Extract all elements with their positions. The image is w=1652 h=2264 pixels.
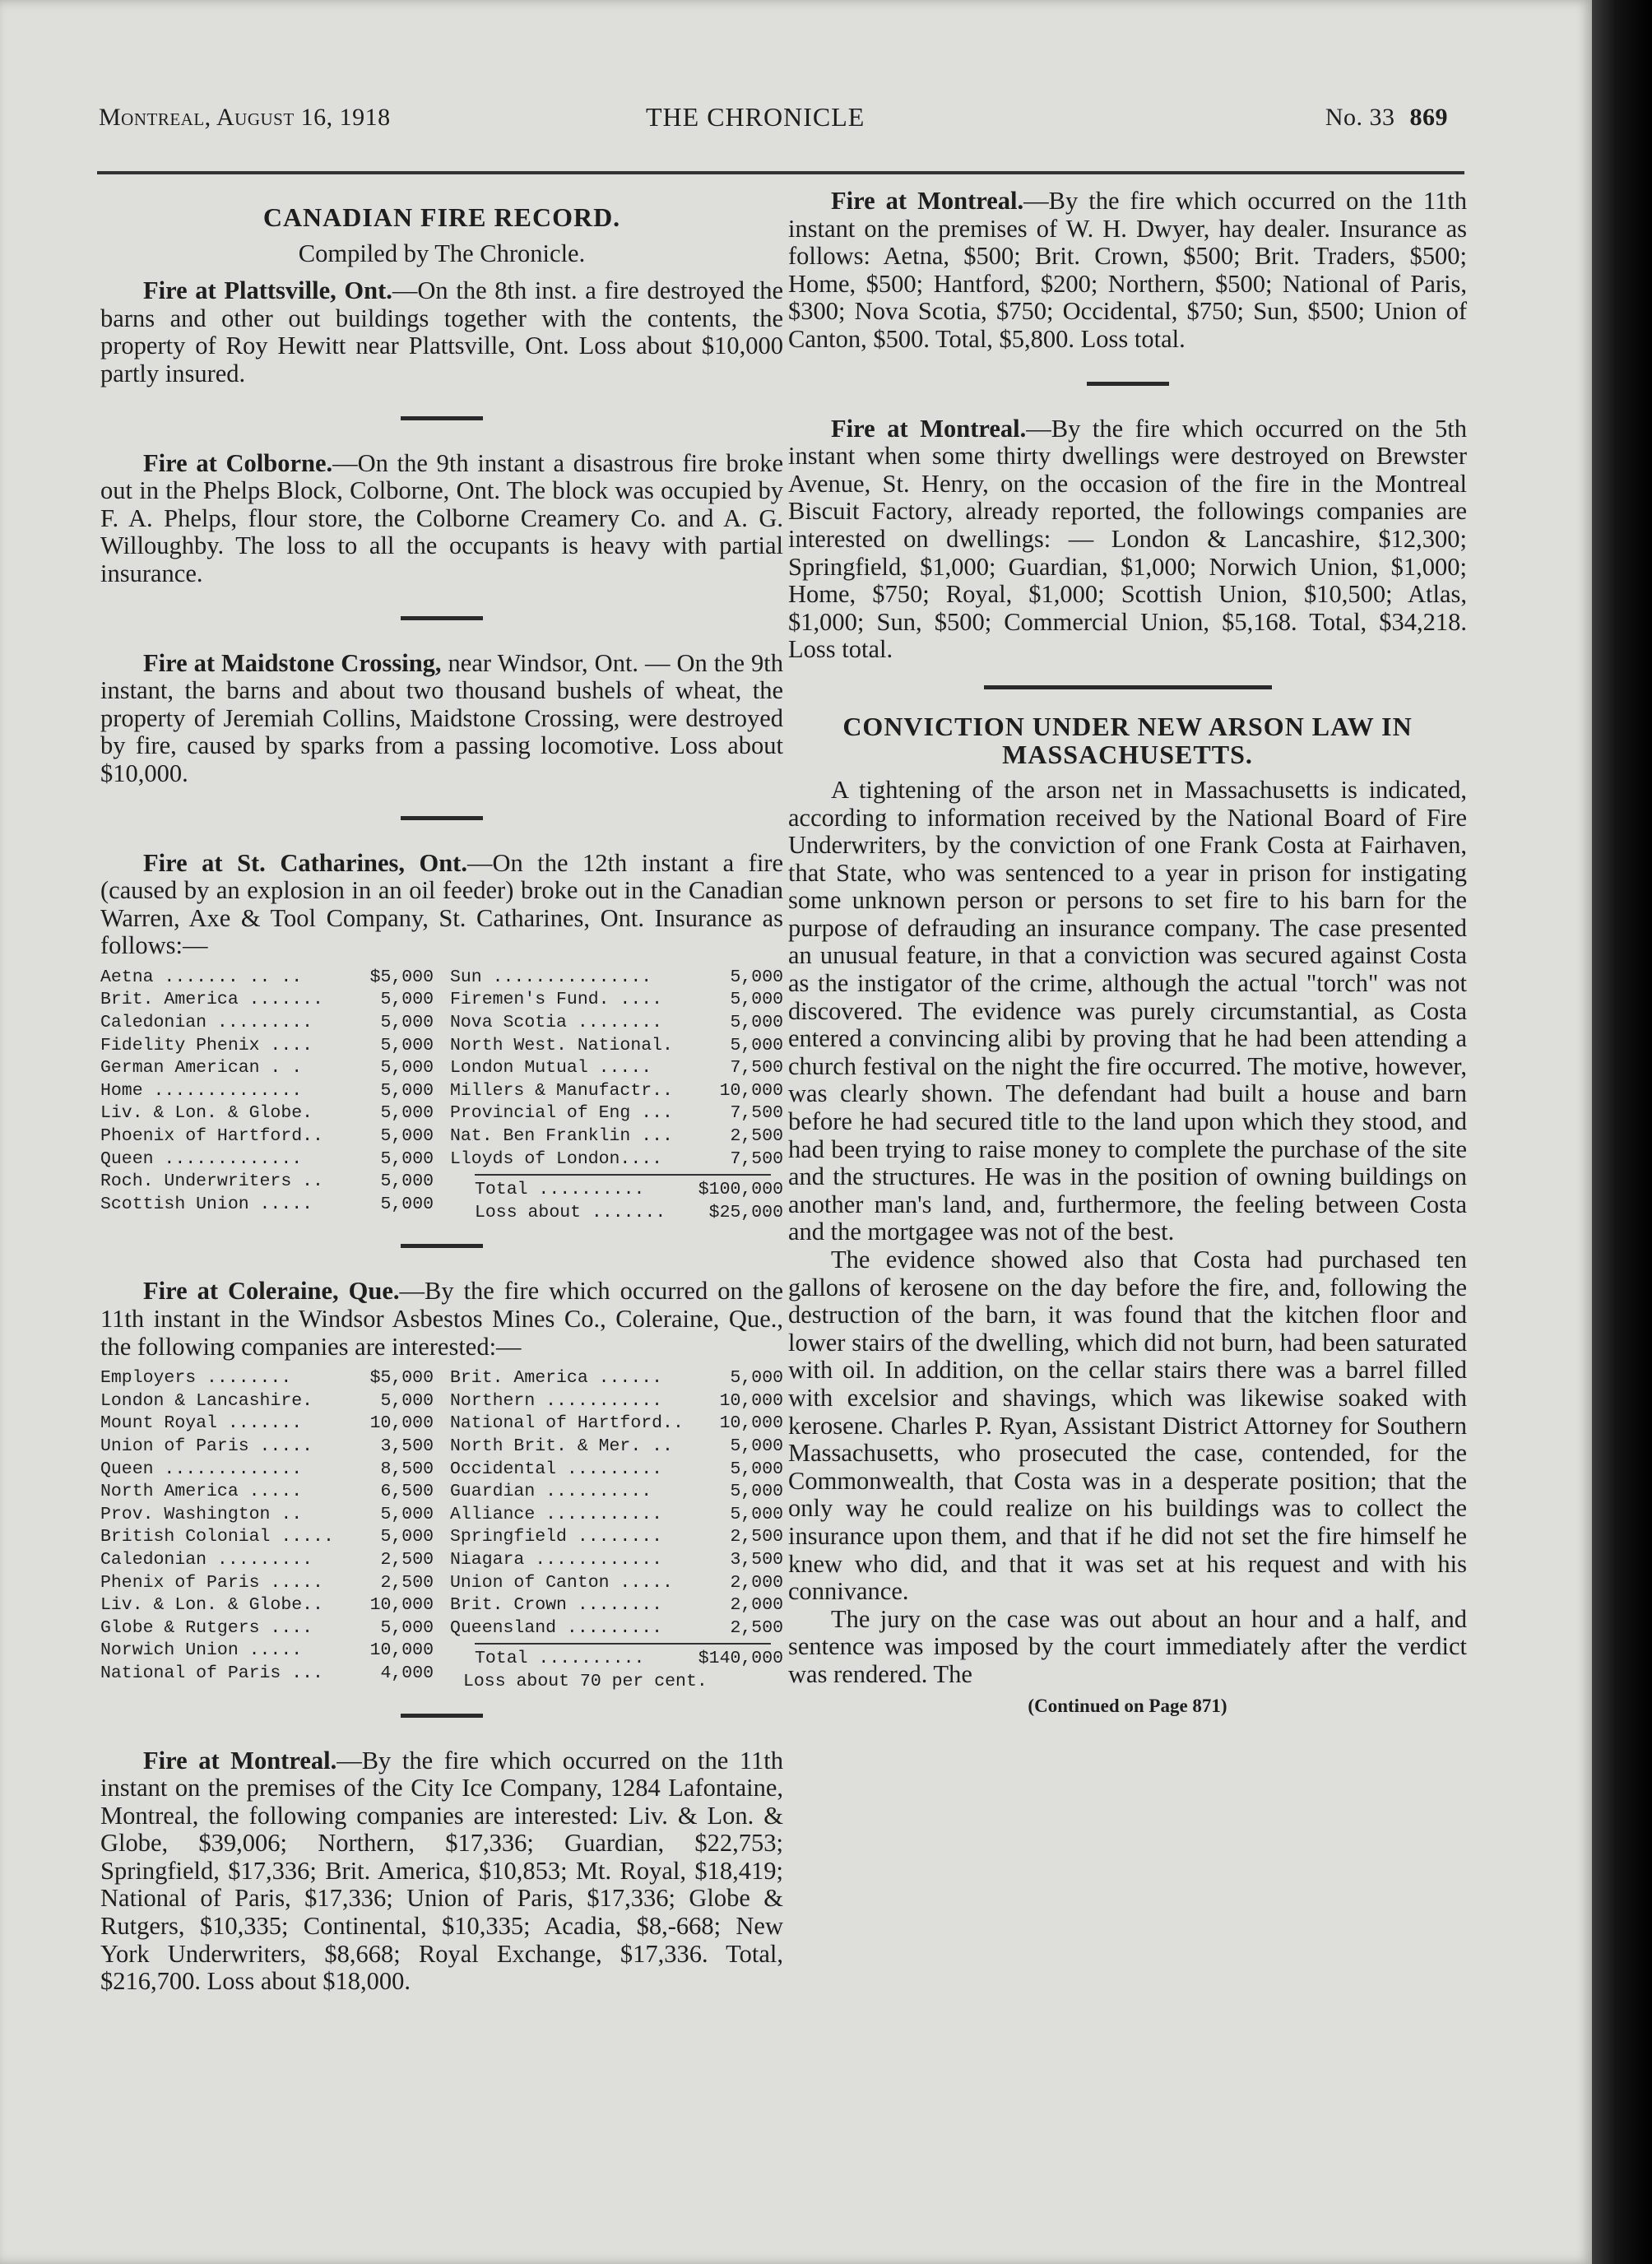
company-name: Nova Scotia ........ bbox=[450, 1013, 663, 1033]
article-colborne bbox=[100, 450, 783, 588]
article-body: near Windsor, Ont. — On the 9th instant, the barns and about two thousand bushels of wheat, the property of Jeremiah Collins, Maidstone Crossing, were destroyed by fire, caused by sparks from a passing locomotive. Loss about $10,000. bbox=[100, 648, 783, 787]
table-total-row bbox=[450, 1648, 783, 1671]
amount: 5,000 bbox=[380, 1194, 434, 1214]
company-name: Liv. & Lon. & Globe.. bbox=[100, 1595, 323, 1616]
table-row bbox=[100, 1125, 434, 1148]
table-row bbox=[450, 1436, 783, 1459]
amount: 7,500 bbox=[730, 1148, 783, 1169]
company-name: Employers ........ bbox=[100, 1368, 292, 1389]
separator-rule-long bbox=[984, 685, 1272, 689]
table-loss-row bbox=[450, 1202, 783, 1225]
amount: 5,000 bbox=[380, 1171, 434, 1192]
company-name: Queensland ......... bbox=[450, 1617, 663, 1638]
table-row bbox=[450, 989, 783, 1012]
company-name: Springfield ........ bbox=[450, 1527, 663, 1547]
total-rule bbox=[475, 1643, 771, 1645]
header-rule bbox=[97, 171, 1464, 174]
amount: 5,000 bbox=[730, 967, 783, 987]
table-row bbox=[100, 1549, 434, 1572]
table-row bbox=[450, 1390, 783, 1413]
arson-paragraph-3: The jury on the case was out about an hour and a half, and sentence was imposed by the court immediately after the verdict was rendered. The bbox=[788, 1604, 1467, 1688]
amount: 5,000 bbox=[380, 1058, 434, 1079]
amount: 2,500 bbox=[380, 1572, 434, 1593]
company-name: National of Hartford.. bbox=[450, 1413, 684, 1434]
company-name: Guardian .......... bbox=[450, 1482, 652, 1502]
table-row bbox=[100, 1617, 434, 1640]
table-row bbox=[100, 1481, 434, 1504]
table-row bbox=[100, 1148, 434, 1171]
article-body: —By the fire which occurred on the 11th instant on the premises of W. H. Dwyer, hay dealer. Insurance as follows: Aetna, $500; Brit. Crown, $500; Brit. Traders, $500; Home, $500; Hantford, $200; Northern, $500; National of Paris, $300; Nova Scotia, $750; Occidental, $750; Sun, $500; Union of Canton, $500. Total, $5,800. Loss total. bbox=[788, 187, 1467, 353]
table-column-left bbox=[100, 967, 434, 1225]
table-total-row bbox=[450, 1179, 783, 1202]
article-heading: Fire at Montreal. bbox=[831, 414, 1027, 443]
company-name: Sun ............... bbox=[450, 967, 652, 987]
company-name: Aetna ....... .. .. bbox=[100, 967, 303, 987]
article-heading: Fire at Montreal. bbox=[143, 1746, 337, 1775]
company-name: Brit. America ....... bbox=[100, 990, 323, 1010]
amount: 7,500 bbox=[730, 1103, 783, 1124]
article-body: —By the fire which occurred on the 11th instant on the premises of the City Ice Company, 1284 Lafontaine, Montreal, the following companies are interested: Liv. & Lon. & Globe, $39,006; Northern, $17,336; Guardian, $22,753; Springfield, $17,336; Brit. America, $10,853; Mt. Royal, $18,419; National of Paris, $17,336; Union of Paris, $17,336; Globe & Rutgers, $10,335; Continental, $10,335; Acadia, $8,-668; New York Underwriters, $8,668; Royal Exchange, $17,336. Total, $216,700. Loss about $18,000. bbox=[100, 1746, 783, 1996]
article-heading: Fire at Maidstone Crossing, bbox=[143, 648, 442, 677]
article-st-catharines bbox=[100, 850, 783, 960]
article-heading: Fire at Coleraine, Que. bbox=[143, 1277, 400, 1306]
table-row bbox=[100, 1367, 434, 1390]
amount: 5,000 bbox=[380, 1148, 434, 1169]
table-row bbox=[450, 1012, 783, 1035]
amount: 7,500 bbox=[730, 1058, 783, 1079]
amount: 2,500 bbox=[730, 1527, 783, 1547]
separator-rule bbox=[401, 416, 483, 420]
amount: 10,000 bbox=[369, 1413, 434, 1434]
loss-label: Loss about ....... bbox=[475, 1202, 666, 1222]
table-row bbox=[450, 1367, 783, 1390]
table-row bbox=[100, 1012, 434, 1035]
table-row bbox=[450, 1035, 783, 1058]
company-name: North West. National. bbox=[450, 1035, 673, 1055]
company-name: Alliance ........... bbox=[450, 1504, 663, 1524]
table-row bbox=[100, 1102, 434, 1125]
total-rule bbox=[475, 1174, 771, 1176]
article-body: —On the 12th instant a fire (caused by an explosion in an oil feeder) broke out in the Canadian Warren, Axe & Tool Company, St. Catharines, Ont. Insurance as follows:— bbox=[100, 848, 783, 960]
amount: 10,000 bbox=[369, 1595, 434, 1616]
table-row bbox=[100, 1640, 434, 1663]
table-row bbox=[100, 1194, 434, 1217]
company-name: Prov. Washington .. bbox=[100, 1504, 303, 1524]
amount: 5,000 bbox=[380, 1617, 434, 1638]
table-column-right bbox=[450, 967, 783, 1225]
loss-note: Loss about 70 per cent. bbox=[463, 1671, 708, 1691]
page-number: 869 bbox=[1409, 104, 1448, 131]
article-heading: Fire at Montreal. bbox=[831, 187, 1024, 215]
company-name: British Colonial ..... bbox=[100, 1527, 334, 1547]
separator-rule bbox=[401, 816, 483, 820]
table-row bbox=[100, 1663, 434, 1686]
amount: 5,000 bbox=[380, 1126, 434, 1147]
article-montreal-dwyer bbox=[788, 188, 1467, 354]
company-name: Lloyds of London.... bbox=[450, 1148, 663, 1169]
amount: 5,000 bbox=[730, 1013, 783, 1033]
amount: 5,000 bbox=[380, 1504, 434, 1524]
company-name: London Mutual ..... bbox=[450, 1058, 652, 1079]
article-heading: Fire at Colborne. bbox=[143, 448, 333, 477]
amount: 10,000 bbox=[719, 1080, 783, 1101]
left-column bbox=[100, 188, 783, 1996]
article-heading: Fire at Plattsville, Ont. bbox=[143, 276, 392, 305]
article-body: —By the fire which occurred on the 5th instant when some thirty dwellings were destroyed on Brewster Avenue, St. Henry, on the occasion of the fire in the Montreal Biscuit Factory, already reported, the followings companies are interested on dwellings: — London & Lancashire, $12,300; Springfield, $1,000; Guardian, $1,000; Norwich Union, $1,000; Home, $750; Royal, $1,000; Scottish Union, $10,500; Atlas, $1,000; Sun, $500; Commercial Union, $5,168. Total, $34,218. Loss total. bbox=[788, 414, 1467, 664]
table-row bbox=[100, 1436, 434, 1459]
amount: 5,000 bbox=[380, 1080, 434, 1101]
table-row bbox=[450, 1413, 783, 1436]
amount: 2,500 bbox=[730, 1126, 783, 1147]
amount: 2,500 bbox=[730, 1617, 783, 1638]
amount: 5,000 bbox=[380, 1527, 434, 1547]
company-name: Brit. America ...... bbox=[450, 1368, 663, 1389]
company-name: Caledonian ......... bbox=[100, 1549, 313, 1570]
insurance-table-coleraine bbox=[100, 1367, 783, 1693]
article-body: —On the 8th inst. a fire destroyed the barns and other out buildings together with the contents, the property of Roy Hewitt near Plattsville, Ont. Loss about $10,000 partly insured. bbox=[100, 276, 783, 387]
company-name: Northern ........... bbox=[450, 1390, 663, 1411]
arson-paragraph-1: A tightening of the arson net in Massachusetts is indicated, according to information received by the National Board of Fire Underwriters, by the conviction of one Frank Costa at Fairhaven, that State, who was sentenced to a year in prison for instigating some unknown person or persons to set fire to his barn for the purpose of defrauding an insurance company. The case presented an unusual feature, in that a conviction was secured against Costa as the instigator of the crime, although the actual "torch" was not discovered. The evidence was purely circumstantial, as Costa entered a convincing alibi by proving that he had been attending a church festival on the night the fire occurred. The motive, however, was clearly shown. The defendant had built a house and barn before he had secured title to the land upon which they stood, and had been trying to raise money to complete the purchase of the site and the structures. He was in the position of owning buildings on another man's land, and, furthermore, the feeling between Costa and the mortgagee was not of the best. bbox=[788, 775, 1467, 1246]
insurance-table-st-catharines bbox=[100, 967, 783, 1225]
separator-rule bbox=[401, 1714, 483, 1718]
amount: 2,000 bbox=[730, 1595, 783, 1616]
loss-amount: $25,000 bbox=[708, 1202, 783, 1222]
table-row bbox=[450, 1549, 783, 1572]
company-name: Home .............. bbox=[100, 1080, 303, 1101]
article-heading: Fire at St. Catharines, Ont. bbox=[143, 848, 467, 877]
table-row bbox=[100, 1526, 434, 1549]
table-row bbox=[100, 1171, 434, 1194]
company-name: North America ..... bbox=[100, 1482, 303, 1502]
amount: $5,000 bbox=[369, 1368, 434, 1389]
company-name: Fidelity Phenix .... bbox=[100, 1035, 313, 1055]
company-name: Union of Canton ..... bbox=[450, 1572, 673, 1593]
table-column-right bbox=[450, 1367, 783, 1693]
company-name: German American . . bbox=[100, 1058, 303, 1079]
company-name: National of Paris ... bbox=[100, 1663, 323, 1683]
table-row bbox=[100, 967, 434, 990]
company-name: Phoenix of Hartford.. bbox=[100, 1126, 323, 1147]
company-name: Scottish Union ..... bbox=[100, 1194, 313, 1214]
amount: 8,500 bbox=[380, 1459, 434, 1479]
table-row bbox=[450, 1481, 783, 1504]
table-row bbox=[100, 1459, 434, 1482]
company-name: North Brit. & Mer. .. bbox=[450, 1436, 673, 1456]
arson-paragraph-2: The evidence showed also that Costa had purchased ten gallons of kerosene on the day before the fire, and, following the destruction of the barn, it was found that the kitchen floor and lower stairs of the dwelling, which did not burn, had been saturated with oil. In addition, on the cellar stairs there was a barrel filled with excelsior and shavings, which was likewise soaked with kerosene. Charles P. Ryan, Assistant District Attorney for Southern Massachusetts, who prosecuted the case, contended, for the Commonwealth, that Costa was in a desperate position; that the only way he could realize on his buildings was to collect the insurance upon them, and that if he did not set the fire himself he knew who did, and that it was set at his request and with his connivance. bbox=[788, 1246, 1467, 1606]
table-row bbox=[450, 1526, 783, 1549]
table-row bbox=[450, 967, 783, 990]
amount: 10,000 bbox=[719, 1413, 783, 1434]
binding-edge bbox=[1592, 0, 1652, 2264]
table-row bbox=[100, 1594, 434, 1617]
company-name: London & Lancashire. bbox=[100, 1390, 313, 1411]
amount: 2,500 bbox=[380, 1549, 434, 1570]
table-row bbox=[100, 1080, 434, 1103]
right-column bbox=[788, 188, 1467, 1719]
company-name: Firemen's Fund. .... bbox=[450, 990, 663, 1010]
table-row bbox=[100, 989, 434, 1012]
amount: 5,000 bbox=[730, 1436, 783, 1456]
amount: 5,000 bbox=[380, 990, 434, 1010]
article-body: —On the 9th instant a disastrous fire broke out in the Phelps Block, Colborne, Ont. The block was occupied by F. A. Phelps, flour store, the Colborne Creamery Co. and A. G. Willoughby. The loss to all the occupants is heavy with partial insurance. bbox=[100, 448, 783, 587]
amount: 5,000 bbox=[380, 1035, 434, 1055]
company-name: Provincial of Eng ... bbox=[450, 1103, 673, 1124]
table-row bbox=[450, 1057, 783, 1080]
header-publication: THE CHRONICLE bbox=[646, 102, 865, 132]
amount: 2,000 bbox=[730, 1572, 783, 1593]
article-title-arson: CONVICTION UNDER NEW ARSON LAW IN MASSACHUSETTS. bbox=[842, 711, 1413, 769]
article-plattsville bbox=[100, 277, 783, 387]
article-body: —By the fire which occurred on the 11th instant in the Windsor Asbestos Mines Co., Coleraine, Que., the following companies are interested:— bbox=[100, 1277, 784, 1361]
amount: 5,000 bbox=[730, 1482, 783, 1502]
amount: 10,000 bbox=[719, 1390, 783, 1411]
article-montreal-ice-company bbox=[100, 1747, 783, 1996]
company-name: Brit. Crown ........ bbox=[450, 1595, 663, 1616]
amount: 5,000 bbox=[380, 1390, 434, 1411]
continued-note: (Continued on Page 871) bbox=[1028, 1695, 1227, 1716]
amount: 3,500 bbox=[730, 1549, 783, 1570]
table-row bbox=[450, 1459, 783, 1482]
amount: 4,000 bbox=[380, 1663, 434, 1683]
amount: 6,500 bbox=[380, 1482, 434, 1502]
table-row bbox=[450, 1148, 783, 1171]
table-row bbox=[450, 1594, 783, 1617]
table-column-left bbox=[100, 1367, 434, 1693]
company-name: Union of Paris ..... bbox=[100, 1436, 313, 1456]
amount: 5,000 bbox=[730, 1459, 783, 1479]
article-maidstone bbox=[100, 650, 783, 788]
article-coleraine bbox=[100, 1278, 783, 1361]
total-amount: $140,000 bbox=[698, 1649, 783, 1669]
company-name: Queen ............. bbox=[100, 1148, 303, 1169]
company-name: Millers & Manufactr.. bbox=[450, 1080, 673, 1101]
table-row bbox=[450, 1125, 783, 1148]
total-label: Total .......... bbox=[475, 1180, 645, 1200]
company-name: Nat. Ben Franklin ... bbox=[450, 1126, 673, 1147]
issue-number: No. 33 bbox=[1325, 104, 1395, 131]
header-issue-page bbox=[1325, 104, 1448, 132]
table-row bbox=[450, 1617, 783, 1640]
table-row bbox=[100, 1390, 434, 1413]
header-dateline: Montreal, August 16, 1918 bbox=[99, 104, 391, 131]
table-row bbox=[100, 1504, 434, 1527]
amount: 5,000 bbox=[730, 990, 783, 1010]
table-row bbox=[450, 1102, 783, 1125]
total-label: Total .......... bbox=[475, 1649, 645, 1669]
table-row bbox=[100, 1413, 434, 1436]
company-name: Caledonian ......... bbox=[100, 1013, 313, 1033]
company-name: Norwich Union ..... bbox=[100, 1640, 303, 1661]
amount: 3,500 bbox=[380, 1436, 434, 1456]
table-row bbox=[450, 1572, 783, 1595]
amount: 5,000 bbox=[730, 1368, 783, 1389]
company-name: Globe & Rutgers .... bbox=[100, 1617, 313, 1638]
section-title: CANADIAN FIRE RECORD. bbox=[262, 202, 621, 232]
separator-rule bbox=[1087, 382, 1169, 386]
amount: 5,000 bbox=[730, 1504, 783, 1524]
table-row bbox=[450, 1080, 783, 1103]
company-name: Phenix of Paris ..... bbox=[100, 1572, 323, 1593]
table-row bbox=[100, 1572, 434, 1595]
company-name: Queen ............. bbox=[100, 1459, 303, 1479]
amount: $5,000 bbox=[369, 967, 434, 987]
table-row bbox=[100, 1057, 434, 1080]
company-name: Mount Royal ....... bbox=[100, 1413, 303, 1434]
amount: 5,000 bbox=[730, 1035, 783, 1055]
amount: 5,000 bbox=[380, 1013, 434, 1033]
separator-rule bbox=[401, 1244, 483, 1248]
total-amount: $100,000 bbox=[698, 1180, 783, 1200]
section-subtitle: Compiled by The Chronicle. bbox=[298, 239, 586, 267]
table-row bbox=[100, 1035, 434, 1058]
amount: 10,000 bbox=[369, 1640, 434, 1661]
amount: 5,000 bbox=[380, 1103, 434, 1124]
running-header bbox=[99, 104, 1448, 145]
company-name: Occidental ......... bbox=[450, 1459, 663, 1479]
table-row bbox=[450, 1504, 783, 1527]
company-name: Roch. Underwriters .. bbox=[100, 1171, 323, 1192]
company-name: Niagara ............ bbox=[450, 1549, 663, 1570]
article-montreal-brewster bbox=[788, 415, 1467, 664]
company-name: Liv. & Lon. & Globe. bbox=[100, 1103, 313, 1124]
separator-rule bbox=[401, 616, 483, 620]
